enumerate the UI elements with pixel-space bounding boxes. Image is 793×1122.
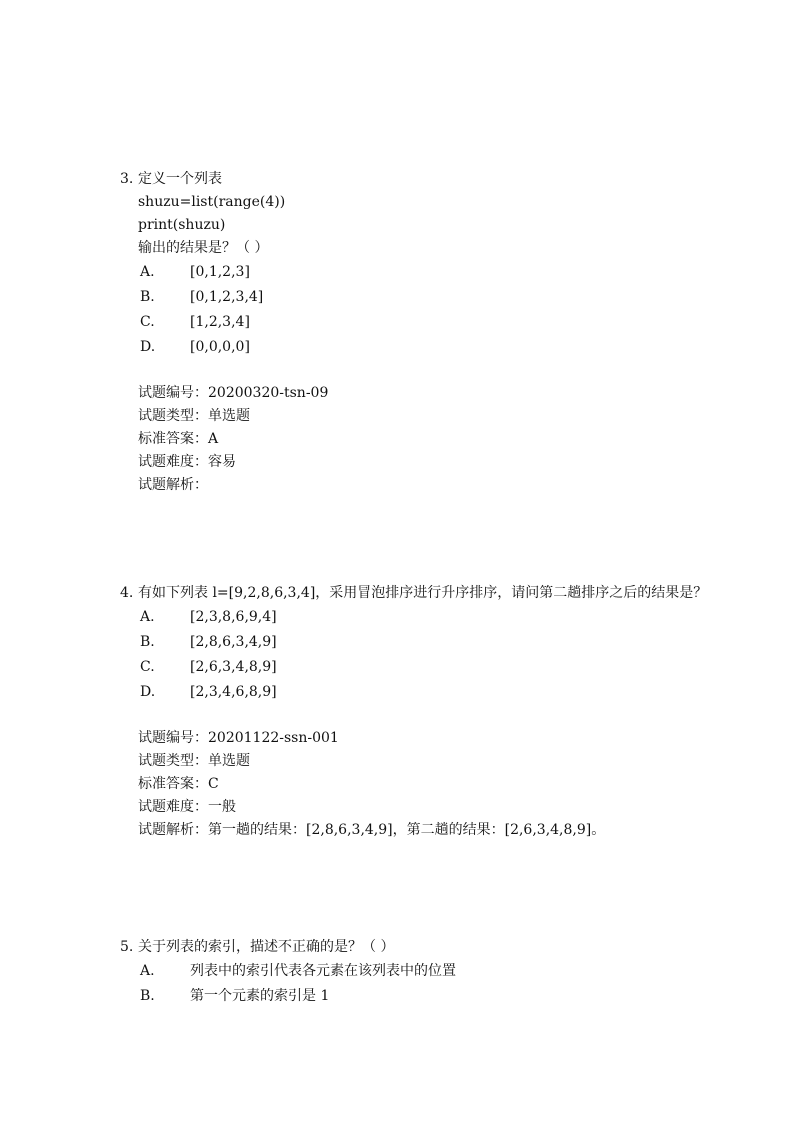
- option-letter: A.: [140, 963, 155, 979]
- question-difficulty: 试题难度：一般: [138, 799, 236, 815]
- option-c: [120, 655, 790, 680]
- option-c: [120, 310, 790, 335]
- question-number: 5.: [120, 939, 134, 955]
- question-meta: [120, 727, 790, 842]
- option-a: [120, 260, 790, 285]
- option-letter: C.: [140, 314, 155, 330]
- option-letter: B.: [140, 634, 155, 650]
- option-text: [0,0,0,0]: [190, 339, 250, 355]
- option-d: [120, 335, 790, 360]
- question-analysis: 试题解析：: [138, 477, 208, 493]
- option-text: [1,2,3,4]: [190, 314, 250, 330]
- question-4: [120, 582, 790, 842]
- option-letter: C.: [140, 659, 155, 675]
- question-id: 试题编号：20201122-ssn-001: [138, 730, 339, 746]
- option-text: 第一个元素的索引是 1: [190, 988, 330, 1004]
- question-analysis: 试题解析：第一趟的结果：[2,8,6,3,4,9]，第二趟的结果：[2,6,3,4,8,9]。: [138, 822, 606, 838]
- option-b: [120, 285, 790, 310]
- question-stem-line: print(shuzu): [138, 217, 226, 233]
- option-text: [0,1,2,3,4]: [190, 289, 264, 305]
- question-type: 试题类型：单选题: [138, 753, 250, 769]
- option-letter: D.: [140, 684, 156, 700]
- option-letter: D.: [140, 339, 156, 355]
- question-number: 3.: [120, 171, 134, 187]
- option-letter: B.: [140, 289, 155, 305]
- question-stem-line: [120, 936, 790, 959]
- option-letter: A.: [140, 264, 155, 280]
- question-stem-line: [120, 582, 790, 605]
- option-a: [120, 959, 790, 984]
- option-a: [120, 605, 790, 630]
- question-stem-line: [120, 168, 790, 191]
- option-text: 列表中的索引代表各元素在该列表中的位置: [190, 963, 456, 979]
- question-stem-line: shuzu=list(range(4)): [138, 194, 286, 210]
- option-letter: B.: [140, 988, 155, 1004]
- question-stem-text: 定义一个列表: [138, 171, 222, 187]
- option-text: [2,8,6,3,4,9]: [190, 634, 277, 650]
- question-5: [120, 936, 790, 1009]
- standard-answer: 标准答案：A: [138, 431, 219, 447]
- option-b: [120, 984, 790, 1009]
- standard-answer: 标准答案：C: [138, 776, 219, 792]
- option-text: [2,6,3,4,8,9]: [190, 659, 277, 675]
- option-text: [2,3,4,6,8,9]: [190, 684, 277, 700]
- question-stem-line: 输出的结果是？（ ）: [138, 240, 269, 256]
- question-type: 试题类型：单选题: [138, 408, 250, 424]
- question-3: [120, 168, 790, 497]
- option-text: [0,1,2,3]: [190, 264, 250, 280]
- option-b: [120, 630, 790, 655]
- option-text: [2,3,8,6,9,4]: [190, 609, 277, 625]
- question-stem-text: 关于列表的索引，描述不正确的是？（ ）: [138, 939, 395, 955]
- option-letter: A.: [140, 609, 155, 625]
- question-number: 4.: [120, 585, 134, 601]
- question-difficulty: 试题难度：容易: [138, 454, 236, 470]
- question-meta: [120, 382, 790, 497]
- question-id: 试题编号：20200320-tsn-09: [138, 385, 329, 401]
- option-d: [120, 680, 790, 705]
- question-stem-text: 有如下列表 l=[9,2,8,6,3,4]，采用冒泡排序进行升序排序，请问第二趟排序之后的结果是？: [138, 585, 708, 601]
